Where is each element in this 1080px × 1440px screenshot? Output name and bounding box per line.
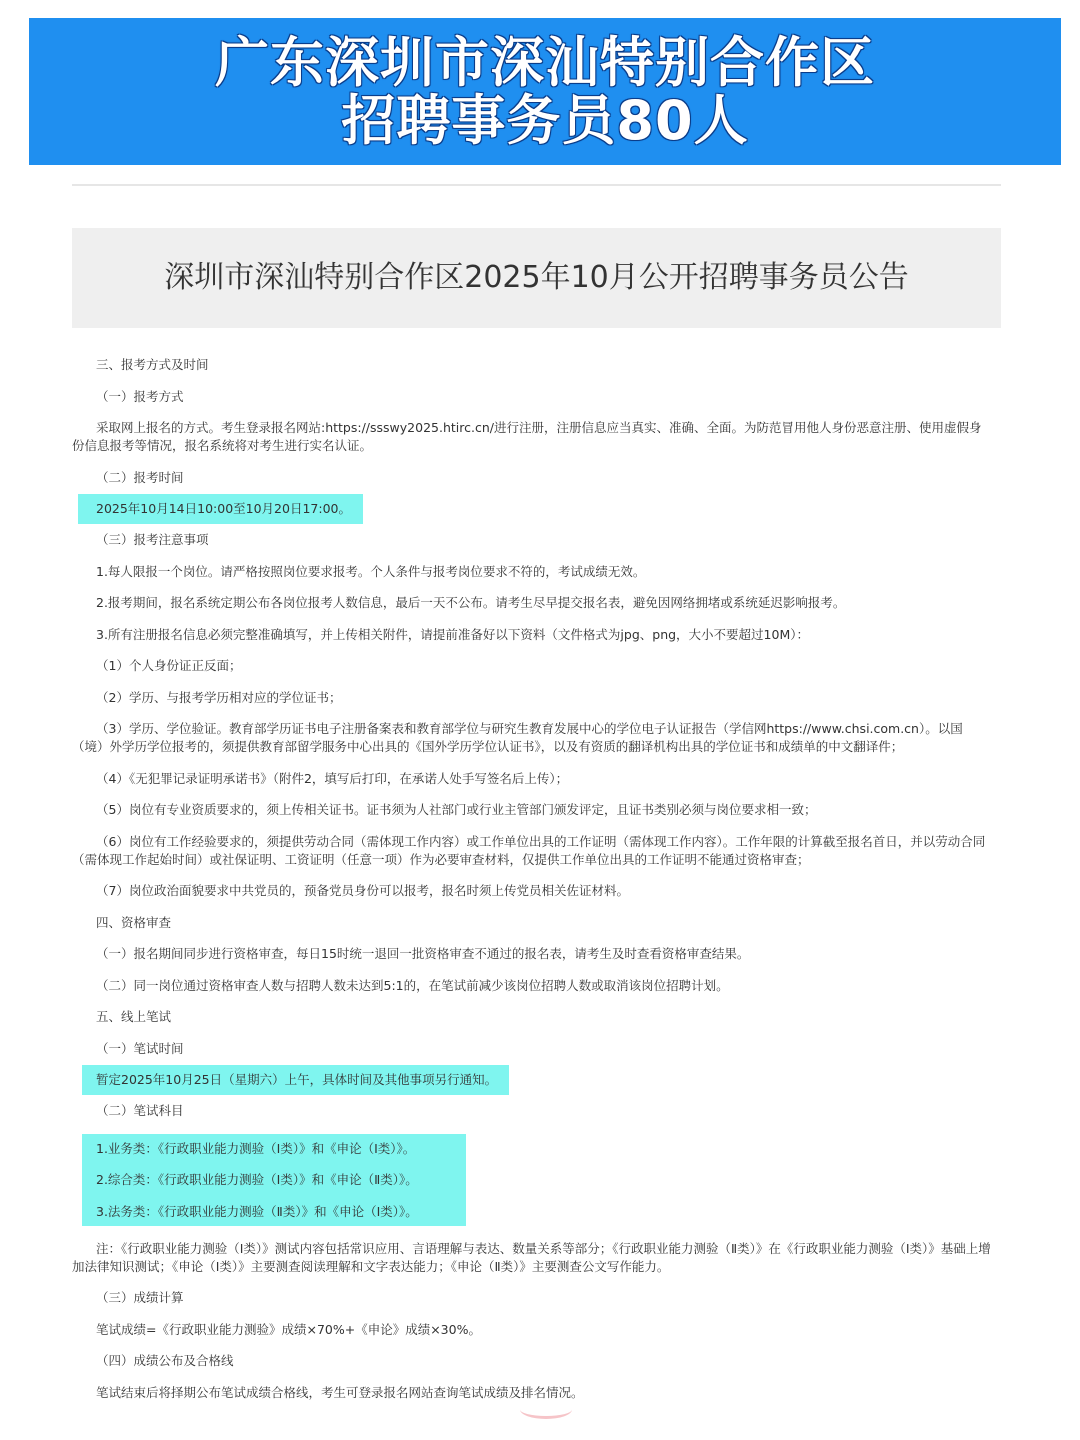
list-item: （5）岗位有专业资质要求的，须上传相关证书。证书须为人社部门或行业主管部门颁发评定，且证书类别必须与岗位要求相一致； bbox=[96, 802, 817, 817]
list-item: （2）学历、与报考学历相对应的学位证书； bbox=[96, 689, 342, 705]
exam-time-highlight: 暂定2025年10月25日（星期六）上午，具体时间及其他事项另行通知。 bbox=[82, 1065, 509, 1095]
exam-subject-item: 2.综合类：《行政职业能力测验（Ⅰ类）》和《申论（Ⅱ类）》。 bbox=[96, 1172, 418, 1187]
headline-line-2: 招聘事务员80人 bbox=[341, 89, 749, 152]
announcement-title-box bbox=[72, 228, 1001, 328]
subsection-heading: （二）笔试科目 bbox=[96, 1103, 184, 1118]
registration-time-highlight: 2025年10月14日10:00至10月20日17:00。 bbox=[78, 494, 363, 524]
subsection-heading: （三）报考注意事项 bbox=[96, 532, 209, 547]
subsection-heading: （三）成绩计算 bbox=[96, 1290, 184, 1305]
divider bbox=[72, 184, 1001, 186]
subsection-heading: （四）成绩公布及合格线 bbox=[96, 1353, 234, 1368]
announcement-title: 深圳市深汕特别合作区2025年10月公开招聘事务员公告 bbox=[164, 260, 909, 295]
section-heading: 三、报考方式及时间 bbox=[96, 357, 209, 372]
list-item: （一）报名期间同步进行资格审查，每日15时统一退回一批资格审查不通过的报名表，请考生及时查看资格审查结果。 bbox=[96, 946, 750, 961]
paragraph: 采取网上报名的方式。考生登录报名网站:https://ssswy2025.htirc.cn/进行注册，注册信息应当真实、准确、全面。为防范冒用他人身份恶意注册、使用虚假身份信息报考等情况，报名系统将对考生进行实名认证。 bbox=[72, 420, 982, 453]
note-paragraph: 注：《行政职业能力测验（Ⅰ类）》测试内容包括常识应用、言语理解与表达、数量关系等部分；《行政职业能力测验（Ⅱ类）》在《行政职业能力测验（Ⅰ类）》基础上增加法律知识测试；《申论（Ⅰ类）》主要测查阅读理解和文字表达能力；《申论（Ⅱ类）》主要测查公文写作能力。 bbox=[72, 1240, 991, 1274]
headline-line-1: 广东深圳市深汕特别合作区 bbox=[215, 31, 875, 94]
exam-subjects-highlight bbox=[82, 1134, 466, 1226]
paragraph: 笔试结束后将择期公布笔试成绩合格线，考生可登录报名网站查询笔试成绩及排名情况。 bbox=[96, 1384, 584, 1400]
list-item: （3）学历、学位验证。教育部学历证书电子注册备案表和教育部学位与研究生教育发展中心的学位电子认证报告（学信网https://www.chsi.com.cn）。以国（境）外学历学位报考的，须提供教育部留学服务中心出具的《国外学历学位认证书》，以及有资质的翻译机构出具的学位证书和成绩单的中文翻译件； bbox=[72, 721, 963, 754]
exam-subject-item: 3.法务类：《行政职业能力测验（Ⅱ类）》和《申论（Ⅰ类）》。 bbox=[96, 1203, 418, 1219]
subsection-heading: （一）笔试时间 bbox=[96, 1040, 184, 1056]
decorative-mark bbox=[520, 1400, 572, 1419]
highlight-wrap bbox=[72, 494, 992, 524]
list-item: （7）岗位政治面貌要求中共党员的，预备党员身份可以报考，报名时须上传党员相关佐证材料。 bbox=[96, 883, 629, 898]
subsection-heading: （一）报考方式 bbox=[96, 388, 184, 404]
list-item: （4）《无犯罪记录证明承诺书》（附件2，填写后打印，在承诺人处手写签名后上传）； bbox=[96, 770, 569, 786]
list-item: 3.所有注册报名信息必须完整准确填写，并上传相关附件，请提前准备好以下资料（文件格式为jpg、png，大小不要超过10M）： bbox=[96, 626, 810, 642]
paragraph: 笔试成绩=《行政职业能力测验》成绩×70%+《申论》成绩×30%。 bbox=[96, 1321, 481, 1337]
announcement-body bbox=[72, 356, 992, 1415]
list-item: 1.每人限报一个岗位。请严格按照岗位要求报考。个人条件与报考岗位要求不符的，考试成绩无效。 bbox=[96, 563, 646, 579]
headline-banner bbox=[29, 18, 1061, 165]
section-heading: 五、线上笔试 bbox=[96, 1009, 172, 1024]
section-heading: 四、资格审查 bbox=[96, 914, 172, 930]
exam-subject-item: 1.业务类：《行政职业能力测验（Ⅰ类）》和《申论（Ⅰ类）》。 bbox=[96, 1140, 416, 1156]
subsection-heading: （二）报考时间 bbox=[96, 469, 184, 485]
list-item: 2.报考期间，报名系统定期公布各岗位报考人数信息，最后一天不公布。请考生尽早提交报名表，避免因网络拥堵或系统延迟影响报考。 bbox=[96, 595, 846, 610]
list-item: （6）岗位有工作经验要求的，须提供劳动合同（需体现工作内容）或工作单位出具的工作证明（需体现工作内容）。工作年限的计算截至报名首日，并以劳动合同（需体现工作起始时间）或社保证明、工资证明（任意一项）作为必要审查材料，仅提供工作单位出具的工作证明不能通过资格审查； bbox=[72, 833, 986, 867]
list-item: （1）个人身份证正反面； bbox=[96, 658, 242, 673]
list-item: （二）同一岗位通过资格审查人数与招聘人数未达到5:1的，在笔试前减少该岗位招聘人数或取消该岗位招聘计划。 bbox=[96, 977, 729, 993]
highlight-wrap bbox=[72, 1065, 992, 1095]
